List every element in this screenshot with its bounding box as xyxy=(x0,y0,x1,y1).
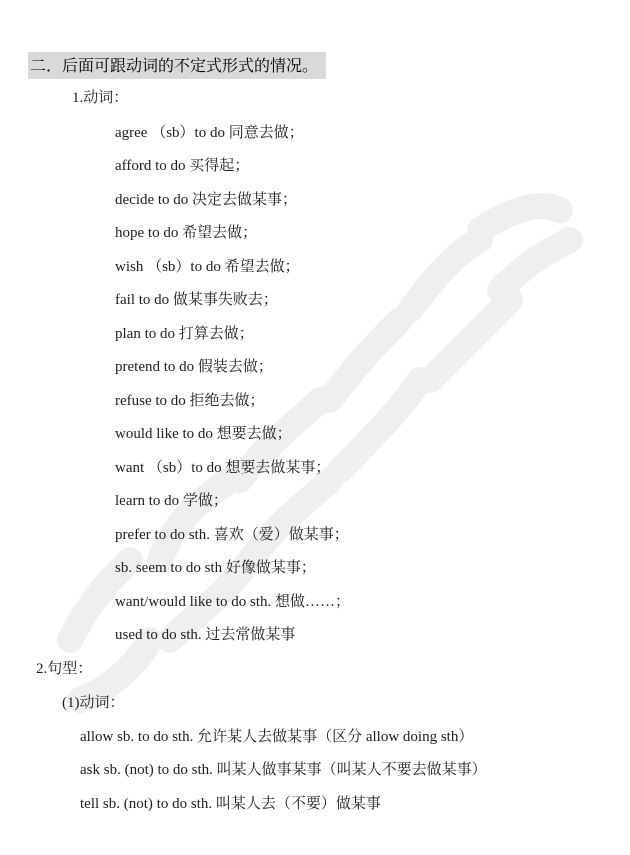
verb-item: agree （sb）to do 同意去做； xyxy=(115,125,304,141)
verb-item: prefer to do sth. 喜欢（爱）做某事； xyxy=(115,527,349,543)
pattern-item: ask sb. (not) to do sth. 叫某人做事某事（叫某人不要去做某事） xyxy=(80,762,487,778)
section-heading: 二．后面可跟动词的不定式形式的情况。 xyxy=(28,52,326,79)
verb-item: would like to do 想要去做； xyxy=(115,426,292,442)
verb-item: decide to do 决定去做某事； xyxy=(115,192,298,208)
verb-item: afford to do 买得起； xyxy=(115,158,250,174)
verb-item: plan to do 打算去做； xyxy=(115,326,254,342)
verb-item: fail to do 做某事失败去； xyxy=(115,292,278,308)
verb-item: refuse to do 拒绝去做； xyxy=(115,393,265,409)
verb-item: used to do sth. 过去常做某事 xyxy=(115,627,296,643)
verb-item: pretend to do 假装去做； xyxy=(115,359,273,375)
verb-item: hope to do 希望去做； xyxy=(115,225,258,241)
section2-label: 2.句型： xyxy=(36,661,93,677)
verb-item: sb. seem to do sth 好像做某事； xyxy=(115,560,316,576)
pattern-item: tell sb. (not) to do sth. 叫某人去（不要）做某事 xyxy=(80,796,381,812)
verb-item: want （sb）to do 想要去做某事； xyxy=(115,460,331,476)
verb-item: wish （sb）to do 希望去做； xyxy=(115,259,300,275)
section1-label: 1.动词： xyxy=(72,90,129,106)
pattern-item: allow sb. to do sth. 允许某人去做某事（区分 allow doing sth） xyxy=(80,729,474,745)
section2-sub-label: (1)动词： xyxy=(62,695,125,711)
verb-item: learn to do 学做； xyxy=(115,493,228,509)
verb-item: want/would like to do sth. 想做……； xyxy=(115,594,350,610)
